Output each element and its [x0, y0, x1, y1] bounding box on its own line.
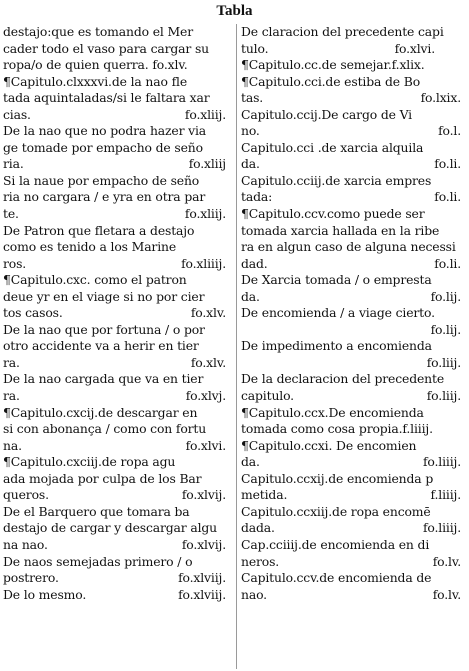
- index-entry-line: De Xarcia tomada / o empresta: [241, 272, 432, 288]
- index-entry-line: ria no cargara / e yra en otra par: [3, 189, 206, 205]
- index-entry-line: ¶Capitulo.cxcij.de descargar en: [3, 404, 198, 420]
- index-entry-line: cias.: [3, 106, 31, 122]
- index-entry-line: tada:: [241, 189, 273, 205]
- index-entry-line: fo.lv.: [432, 586, 461, 602]
- index-entry-line: ¶Capitulo.ccx.De encomienda: [241, 404, 424, 420]
- index-entry-line: otro accidente va a herir en tier: [3, 338, 199, 354]
- index-entry-line: da.: [241, 156, 260, 172]
- index-entry-line: fo.xliiij.: [181, 255, 226, 271]
- index-entry-line: tomada xarcia hallada en la ribe: [241, 222, 440, 238]
- index-entry-line: ¶Capitulo.ccv.como puede ser: [241, 206, 425, 222]
- index-entry-line: fo.lxix.: [420, 90, 461, 106]
- index-entry-line: tos casos.: [3, 305, 63, 321]
- index-entry-line: Si la naue por empacho de seño: [3, 172, 200, 188]
- index-entry-line: Capitulo.cci .de xarcia alquila: [241, 139, 424, 155]
- index-entry-line: ropa/o de quien querra. fo.xlv.: [3, 57, 188, 73]
- index-entry-line: ra en algun caso de alguna necessi: [241, 239, 456, 255]
- index-column-left: [3, 24, 232, 669]
- index-entry-line: De la declaracion del precedente: [241, 371, 445, 387]
- index-entry-line: Capitulo.ccij.De cargo de Vi: [241, 106, 412, 122]
- index-entry-line: De naos semejadas primero / o: [3, 553, 193, 569]
- index-entry-line: dada.: [241, 520, 275, 536]
- index-entry-line: ra.: [3, 388, 20, 404]
- index-entry-line: fo.li.: [434, 189, 461, 205]
- index-entry-line: fo.liiij.: [422, 520, 461, 536]
- index-entry-line: De lo mesmo.: [3, 586, 87, 602]
- index-entry-line: da.: [241, 454, 260, 470]
- index-entry-line: Capitulo.cciij.de xarcia empres: [241, 172, 432, 188]
- index-entry-line: Capitulo.ccv.de encomienda de: [241, 570, 432, 586]
- index-entry-line: ¶Capitulo.cxc. como el patron: [3, 272, 187, 288]
- index-entry-line: si con abonança / como con fortu: [3, 421, 207, 437]
- index-entry-line: De el Barquero que tomara ba: [3, 503, 190, 519]
- index-entry-line: neros.: [241, 553, 280, 569]
- column-divider: [236, 24, 237, 669]
- index-entry-line: ¶Capitulo.cc.de semejar.f.xlix.: [241, 57, 425, 73]
- index-entry-line: capitulo.: [241, 388, 294, 404]
- index-entry-line: como es tenido a los Marine: [3, 239, 177, 255]
- index-entry-line: deue yr en el viage si no por cier: [3, 288, 205, 304]
- index-entry-line: fo.xliij: [188, 156, 226, 172]
- index-column-right: [241, 24, 467, 669]
- index-entry-line: fo.li.: [434, 255, 461, 271]
- index-entry-line: De encomienda / a viage cierto.: [241, 305, 435, 321]
- index-entry-line: fo.lij.: [430, 288, 461, 304]
- index-entry-line: metida.: [241, 487, 288, 503]
- index-entry-line: na nao.: [3, 536, 48, 552]
- index-entry-line: nao.: [241, 586, 267, 602]
- index-entry-line: fo.xlviij.: [178, 570, 226, 586]
- index-entry-line: postrero.: [3, 570, 59, 586]
- index-entry-line: ria.: [3, 156, 24, 172]
- index-entry-line: ros.: [3, 255, 27, 271]
- index-entry-line: te.: [3, 206, 19, 222]
- index-entry-line: dad.: [241, 255, 268, 271]
- index-entry-line: Capitulo.ccxij.de encomienda p: [241, 470, 434, 486]
- index-entry-line: cader todo el vaso para cargar su: [3, 40, 209, 56]
- index-entry-line: na.: [3, 437, 22, 453]
- index-entry-line: queros.: [3, 487, 49, 503]
- index-entry-line: fo.xlv.: [190, 354, 226, 370]
- index-entry-line: ¶Capitulo.ccxi. De encomien: [241, 437, 417, 453]
- index-entry-line: fo.xlv.: [190, 305, 226, 321]
- index-entry-line: f.liiij.: [430, 487, 461, 503]
- index-entry-line: De claracion del precedente capi: [241, 24, 444, 39]
- index-entry-line: fo.lij.: [430, 321, 461, 337]
- index-entry-line: fo.xlvij.: [181, 536, 226, 552]
- index-entry-line: fo.liiij.: [422, 454, 461, 470]
- index-entry-line: tomada como cosa propia.f.liiij.: [241, 421, 433, 437]
- index-entry-line: fo.xliij.: [184, 206, 226, 222]
- index-entry-line: fo.liij.: [426, 388, 461, 404]
- index-entry-line: fo.xlvij.: [181, 487, 226, 503]
- index-entry-line: ra.: [3, 354, 20, 370]
- index-entry-line: da.: [241, 288, 260, 304]
- page-header-title: Tabla: [216, 3, 253, 19]
- index-entry-line: destajo:que es tomando el Mer: [3, 24, 193, 39]
- index-entry-line: tada aquintaladas/si le faltara xar: [3, 90, 210, 106]
- index-entry-line: fo.xliij.: [184, 106, 226, 122]
- index-entry-line: De Patron que fletara a destajo: [3, 222, 195, 238]
- index-entry-line: tulo.: [241, 40, 269, 56]
- index-entry-line: fo.xlvj.: [185, 388, 226, 404]
- index-entry-line: fo.l.: [438, 123, 461, 139]
- index-entry-line: De impedimento a encomienda: [241, 338, 432, 354]
- index-entry-line: fo.lv.: [432, 553, 461, 569]
- index-entry-line: fo.xlvi.: [394, 40, 435, 56]
- index-entry-line: fo.li.: [434, 156, 461, 172]
- index-entry-line: destajo de cargar y descargar algu: [3, 520, 218, 536]
- index-entry-line: ada mojada por culpa de los Bar: [3, 470, 202, 486]
- index-entry-line: ¶Capitulo.clxxxvi.de la nao fle: [3, 73, 188, 89]
- index-entry-line: no.: [241, 123, 260, 139]
- index-entry-line: De la nao que no podra hazer via: [3, 123, 207, 139]
- index-entry-line: Cap.cciiij.de encomienda en di: [241, 536, 430, 552]
- index-entry-line: De la nao que por fortuna / o por: [3, 321, 205, 337]
- index-entry-line: fo.xlvi.: [185, 437, 226, 453]
- index-entry-line: ¶Capitulo.cci.de estiba de Bo: [241, 73, 421, 89]
- index-entry-line: tas.: [241, 90, 264, 106]
- index-entry-line: ge tomade por empacho de seño: [3, 139, 203, 155]
- index-entry-line: De la nao cargada que va en tier: [3, 371, 204, 387]
- index-entry-line: Capitulo.ccxiij.de ropa encomē: [241, 503, 431, 519]
- index-entry-line: fo.xlviij.: [178, 586, 226, 602]
- index-entry-line: fo.liij.: [426, 354, 461, 370]
- index-entry-line: ¶Capitulo.cxciij.de ropa agu: [3, 454, 176, 470]
